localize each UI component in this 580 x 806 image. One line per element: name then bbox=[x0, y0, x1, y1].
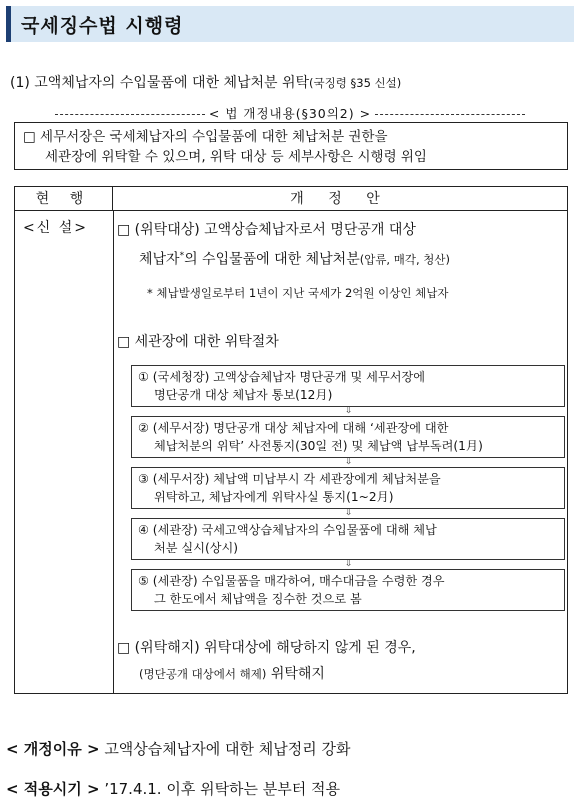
summary-box bbox=[14, 122, 568, 170]
footnote-marker: * bbox=[179, 251, 185, 261]
procedure-step-5 bbox=[131, 569, 565, 611]
column-divider bbox=[113, 211, 114, 693]
summary-line-2: 세관장에 위탁할 수 있으며, 위탁 대상 등 세부사항은 시행령 위임 bbox=[45, 149, 427, 165]
procedure-step-1-line-1: ① (국세청장) 고액상습체납자 명단공개 및 세무서장에 bbox=[138, 370, 426, 384]
item-entrust-termination-line-2 bbox=[117, 661, 416, 687]
procedure-step-5-line-1: ⑤ (세관장) 수입물품을 매각하여, 매수대금을 수령한 경우 bbox=[138, 574, 445, 588]
procedure-step-4 bbox=[131, 518, 565, 560]
comparison-table bbox=[14, 186, 568, 694]
item-entrust-termination-small: (명단공개 대상에서 해제) bbox=[139, 667, 267, 681]
column-header-current: 현 행 bbox=[15, 187, 113, 211]
dashed-rule-left bbox=[55, 114, 205, 115]
law-amendment-text: < 법 개정내용(§30의2) > bbox=[208, 106, 372, 121]
procedure-step-3-line-2: 위탁하고, 체납자에게 위탁사실 통지(1~2月) bbox=[154, 490, 394, 504]
item-entrust-termination-text: 위탁해지 bbox=[266, 666, 325, 682]
item-entrust-target-line-2 bbox=[117, 243, 450, 273]
section-heading-ref: (국징령 §35 신설) bbox=[309, 76, 402, 90]
section-heading-main: (1) 고액체납자의 수입물품에 대한 체납처분 위탁 bbox=[10, 75, 310, 91]
dashed-rule-right bbox=[375, 114, 525, 115]
procedure-step-2-line-1: ② (세무서장) 명단공개 대상 체납자에 대해 ‘세관장에 대한 bbox=[138, 421, 449, 435]
footnote-text: * 체납발생일로부터 1년이 지난 국세가 2억원 이상인 체납자 bbox=[147, 286, 449, 300]
procedure-step-3 bbox=[131, 467, 565, 509]
item-entrust-target-text-a: 체납자 bbox=[139, 251, 180, 268]
section-heading bbox=[10, 72, 575, 92]
item-entrust-termination-line-1: □ (위탁해지) 위탁대상에 해당하지 않게 된 경우, bbox=[117, 640, 416, 656]
revision-reason bbox=[6, 738, 350, 759]
item-entrust-target bbox=[117, 217, 450, 273]
procedure-step-2-line-2: 체납처분의 위탁’ 사전통지(30일 전) 및 체납액 납부독려(1月) bbox=[154, 439, 483, 453]
procedure-step-3-line-1: ③ (세무서장) 체납액 미납부시 각 세관장에게 체납처분을 bbox=[138, 472, 441, 486]
procedure-step-4-line-1: ④ (세관장) 국세고액상습체납자의 수입물품에 대해 체납 bbox=[138, 523, 437, 537]
column-header-revised: 개 정 안 bbox=[290, 191, 390, 207]
application-date-label: < 적용시기 > bbox=[6, 780, 100, 798]
application-date-text: ’17.4.1. 이후 위탁하는 분부터 적용 bbox=[99, 780, 341, 798]
revision-reason-label: < 개정이유 > bbox=[6, 740, 100, 758]
current-new-label: <신 설> bbox=[23, 220, 88, 236]
procedure-step-2 bbox=[131, 416, 565, 458]
item-entrust-target-line-1: □ (위탁대상) 고액상습체납자로서 명단공개 대상 bbox=[117, 222, 416, 238]
item-entrust-target-small: (압류, 매각, 청산) bbox=[359, 252, 450, 267]
item-entrust-termination bbox=[117, 635, 416, 687]
page-title: 국세징수법 시행령 bbox=[21, 14, 184, 37]
procedure-step-5-line-2: 그 한도에서 체납액을 징수한 것으로 봄 bbox=[154, 592, 362, 606]
application-date bbox=[6, 778, 340, 799]
table-header bbox=[15, 187, 567, 211]
title-bar bbox=[6, 6, 574, 42]
procedure-step-4-line-2: 처분 실시(상시) bbox=[154, 541, 239, 555]
flow-arrow-icon: ⇩ bbox=[345, 508, 353, 518]
revision-reason-text: 고액상습체납자에 대한 체납정리 강화 bbox=[99, 740, 351, 758]
law-amendment-label bbox=[0, 104, 580, 122]
procedure-step-1-line-2: 명단공개 대상 체납자 통보(12月) bbox=[154, 388, 333, 402]
summary-line-1: □ 세무서장은 국세체납자의 수입물품에 대한 체납처분 권한을 bbox=[23, 129, 388, 145]
flow-arrow-icon: ⇩ bbox=[345, 559, 353, 569]
item-entrust-procedure: □ 세관장에 대한 위탁절차 bbox=[117, 334, 279, 350]
item-entrust-target-text-b: 의 수입물품에 대한 체납처분 bbox=[184, 251, 360, 268]
procedure-step-1 bbox=[131, 365, 565, 407]
flow-arrow-icon: ⇩ bbox=[345, 406, 353, 416]
flow-arrow-icon: ⇩ bbox=[345, 457, 353, 467]
